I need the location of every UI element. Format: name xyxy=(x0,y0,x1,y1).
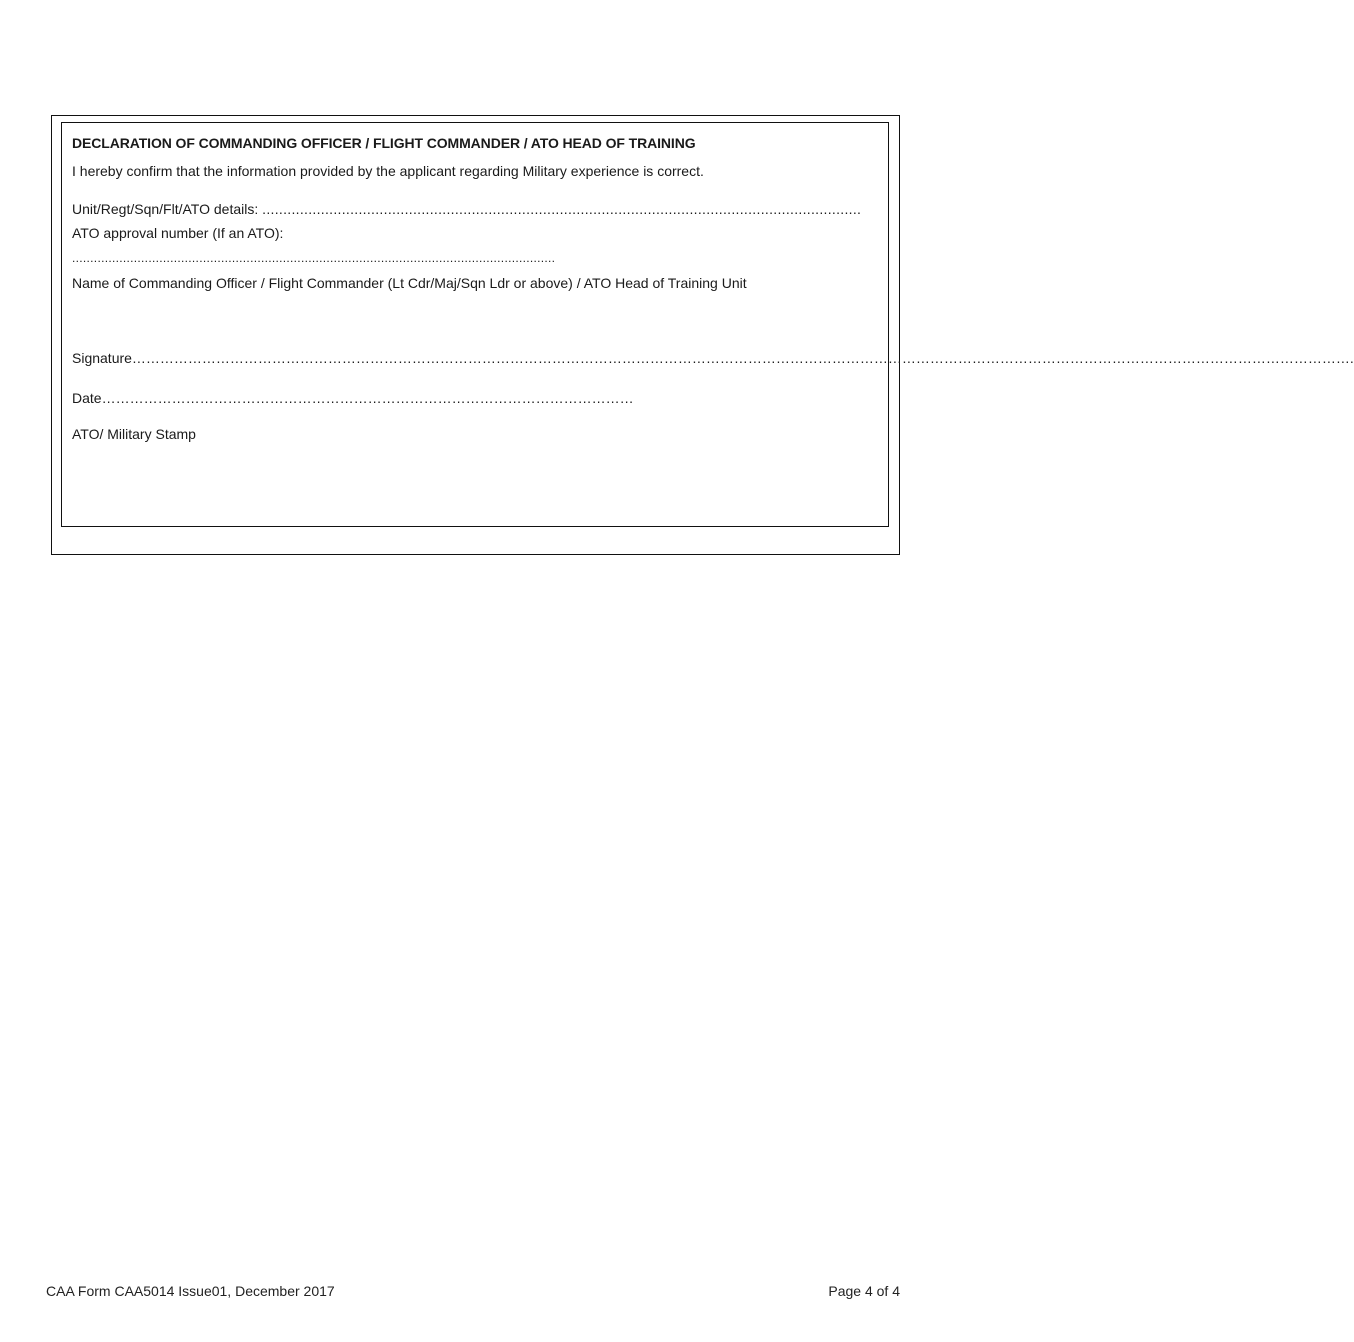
commanding-officer-name-label: Name of Commanding Officer / Flight Commander (Lt Cdr/Maj/Sqn Ldr or above) / ATO Head of Training Unit xyxy=(72,275,747,291)
stamp-label: ATO/ Military Stamp xyxy=(72,426,196,442)
page-number: Page 4 of 4 xyxy=(828,1283,900,1299)
unit-details-label: Unit/Regt/Sqn/Flt/ATO details: xyxy=(72,201,259,217)
unit-details-dots: ............................................................................................................................................... xyxy=(262,201,862,217)
form-identifier: CAA Form CAA5014 Issue01, December 2017 xyxy=(46,1283,335,1299)
unit-details-field[interactable] xyxy=(72,200,861,218)
date-field[interactable]: Date…………………………………………………………………………………………………… xyxy=(72,390,634,406)
confirmation-text: I hereby confirm that the information provided by the applicant regarding Military experience is correct. xyxy=(72,163,704,179)
ato-approval-label: ATO approval number (If an ATO): xyxy=(72,225,284,241)
ato-approval-field[interactable]: ..................................................................................................................................... xyxy=(72,251,556,265)
declaration-heading: DECLARATION OF COMMANDING OFFICER / FLIGHT COMMANDER / ATO HEAD OF TRAINING xyxy=(72,135,696,151)
declaration-inner-border xyxy=(61,122,889,527)
signature-field[interactable]: Signature………………………………………………………………………………………………………………………………………………………………………………………………………………………………………. xyxy=(72,350,1354,366)
